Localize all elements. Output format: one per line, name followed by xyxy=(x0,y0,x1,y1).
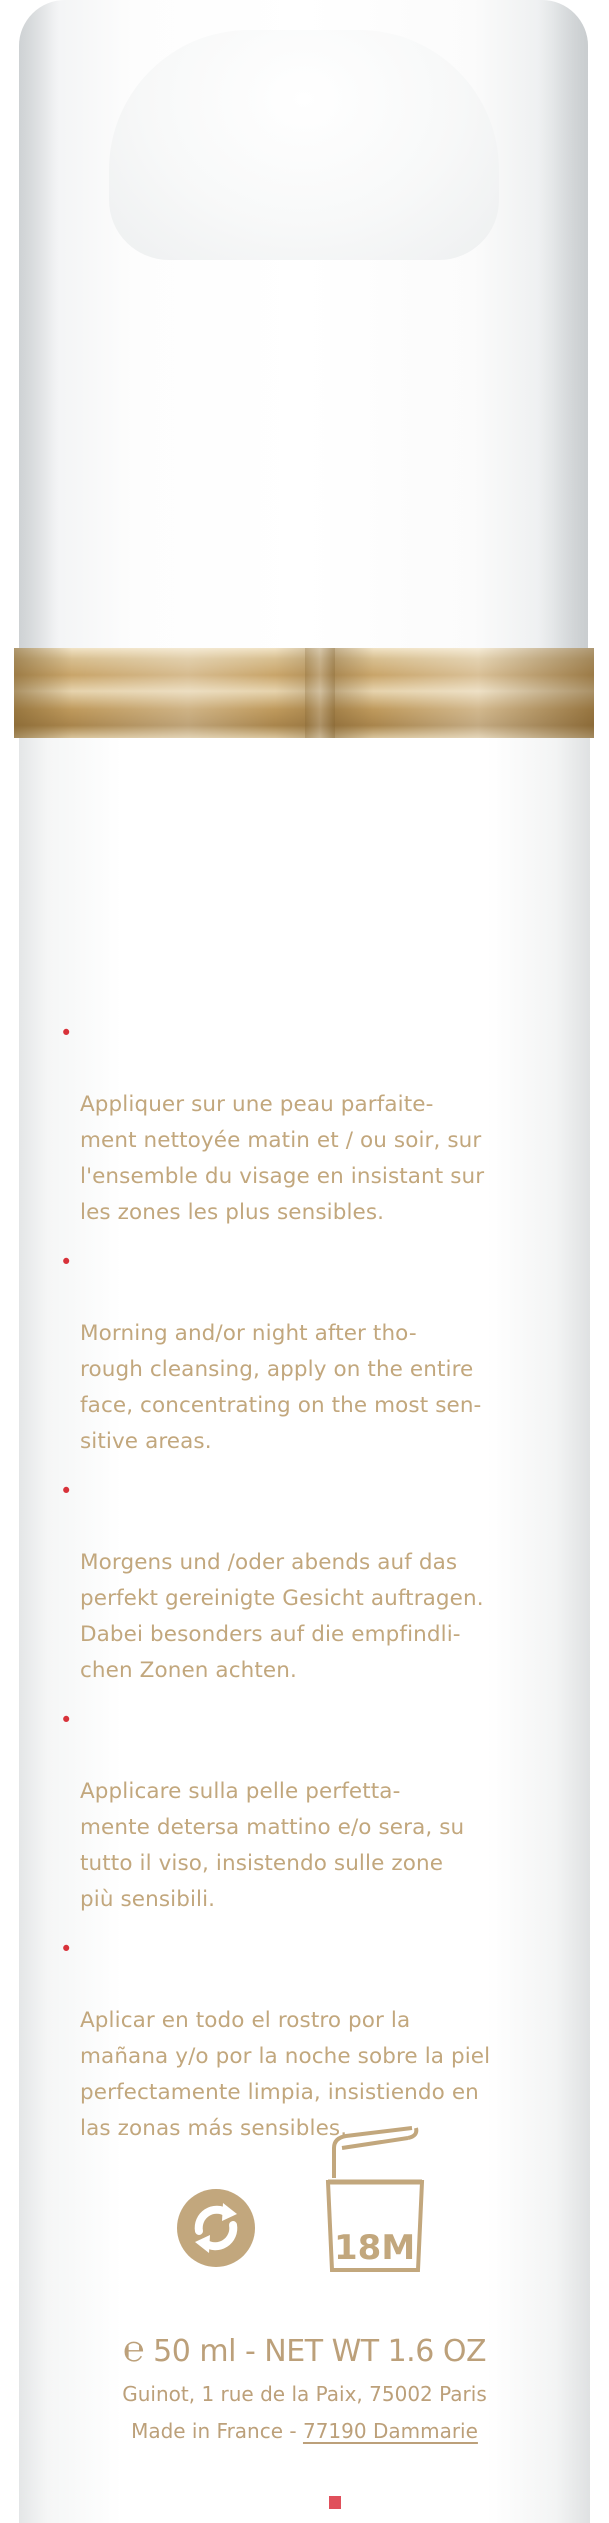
usage-item-it xyxy=(60,1702,560,1918)
cap-highlight xyxy=(109,30,499,260)
bullet-icon: • xyxy=(60,1021,73,1045)
usage-text-it: Applicare sulla pelle perfetta- mente detersa mattino e/o sera, su tutto il viso, insistendo sulle zone più sensibili. xyxy=(80,1779,465,1912)
usage-text-es: Aplicar en todo el rostro por la mañana y/o por la noche sobre la piel perfectamente limpia, insistiendo en las zonas más sensibles. xyxy=(80,2008,491,2141)
manufacturer-address: Guinot, 1 rue de la Paix, 75002 Paris xyxy=(122,2382,487,2406)
usage-item-fr xyxy=(60,1015,560,1231)
usage-item-es xyxy=(60,1931,560,2147)
estimated-sign-icon: ℮ xyxy=(122,2329,145,2370)
usage-text-de: Morgens und /oder abends auf das perfekt gereinigte Gesicht auftragen. Dabei besonders auf die empfindli- chen Zonen achten. xyxy=(80,1550,484,1683)
recycle-icon xyxy=(175,2187,257,2269)
usage-instructions xyxy=(60,1015,560,2160)
usage-text-en: Morning and/or night after tho- rough cleansing, apply on the entire face, concentrating on the most sen- sitive areas. xyxy=(80,1321,482,1454)
cap-shadow-left xyxy=(19,0,59,650)
pao-period-label: 18M xyxy=(334,2228,416,2268)
bullet-icon: • xyxy=(60,1937,73,1961)
net-volume xyxy=(0,2328,609,2370)
gold-collar-ring xyxy=(14,648,594,738)
usage-text-fr: Appliquer sur une peau parfaite- ment nettoyée matin et / ou soir, sur l'ensemble du visage en insistant sur les zones les plus sensibles. xyxy=(80,1092,485,1225)
usage-item-en xyxy=(60,1244,560,1460)
bullet-icon: • xyxy=(60,1479,73,1503)
made-in-text: Made in France - xyxy=(131,2419,303,2443)
made-in-location: 77190 Dammarie xyxy=(302,2419,478,2443)
red-registration-mark xyxy=(329,2496,341,2509)
gold-ring-seam xyxy=(305,648,335,738)
usage-item-de xyxy=(60,1473,560,1689)
origin-line xyxy=(0,2419,609,2443)
bullet-icon: • xyxy=(60,1708,73,1732)
bullet-icon: • xyxy=(60,1250,73,1274)
volume-text: 50 ml - NET WT 1.6 OZ xyxy=(153,2334,486,2369)
bottle-cap xyxy=(19,0,588,650)
cap-shadow-right xyxy=(538,0,588,650)
